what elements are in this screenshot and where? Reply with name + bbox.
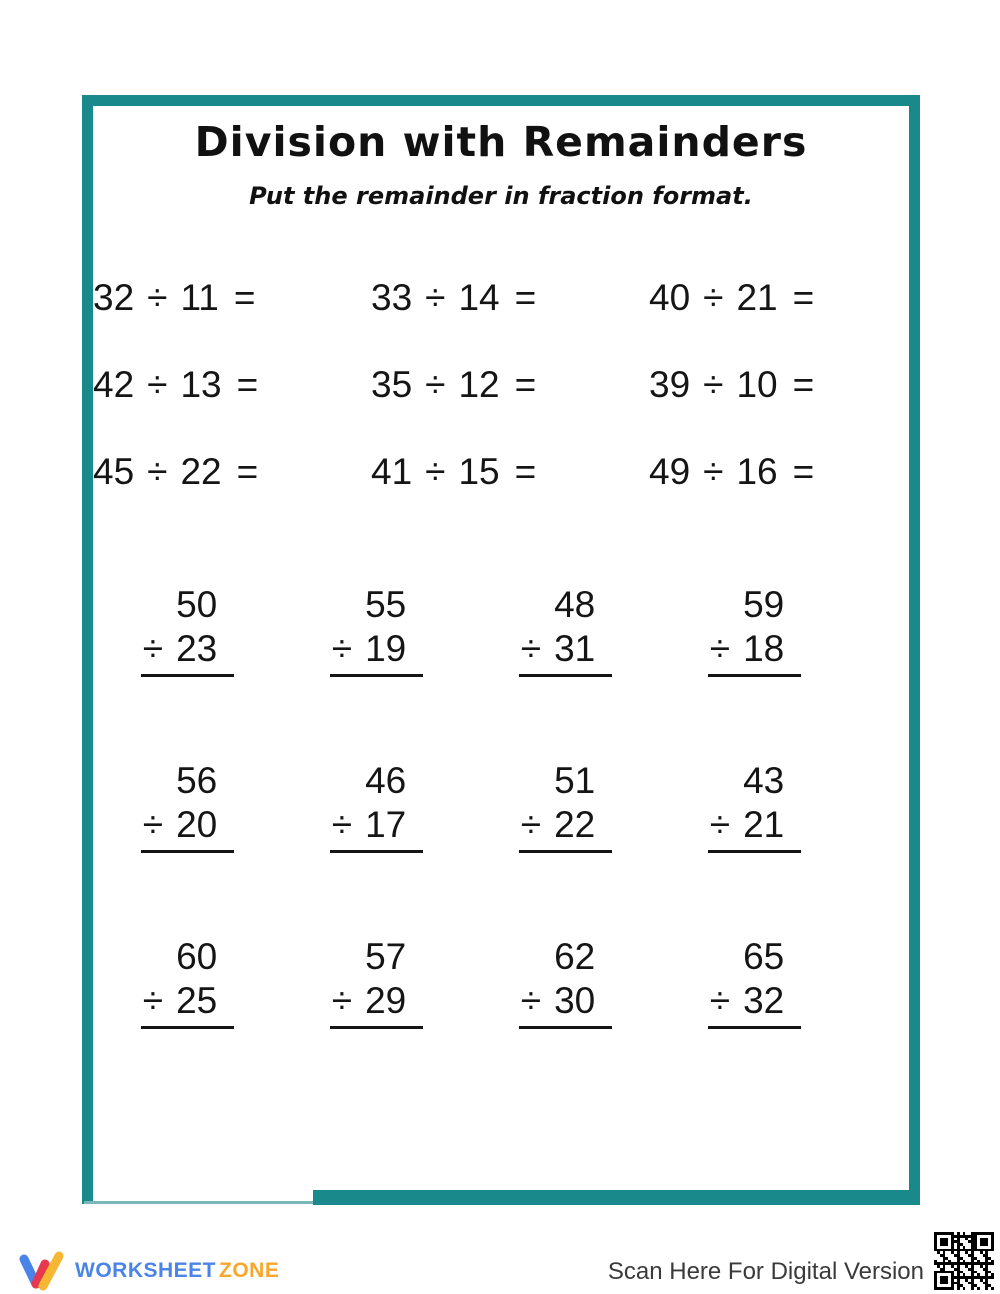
dividend: 32 xyxy=(93,277,135,318)
divisor: 21 xyxy=(743,804,785,845)
division-problem-horizontal xyxy=(371,276,649,320)
division-problem-vertical xyxy=(519,583,612,677)
frame-bottom-thin-line xyxy=(84,1201,315,1204)
dividend: 43 xyxy=(743,760,785,801)
dividend: 55 xyxy=(365,584,407,625)
dividend: 45 xyxy=(93,451,135,492)
divisor: 30 xyxy=(554,980,596,1021)
dividend: 41 xyxy=(371,451,413,492)
dividend: 57 xyxy=(365,936,407,977)
divisor-row xyxy=(519,627,612,677)
divisor-row xyxy=(330,803,423,853)
divide-sign: ÷ xyxy=(425,451,446,492)
divide-sign: ÷ xyxy=(147,364,168,405)
worksheet-subtitle: Put the remainder in fraction format. xyxy=(249,182,753,210)
divisor: 13 xyxy=(180,364,222,405)
divisor-row xyxy=(330,627,423,677)
dividend: 51 xyxy=(554,760,596,801)
equals-sign: = xyxy=(792,364,815,405)
divisor-row xyxy=(708,803,801,853)
equals-sign: = xyxy=(792,451,815,492)
equals-sign: = xyxy=(514,364,537,405)
divide-sign: ÷ xyxy=(709,980,731,1021)
frame-bottom-thick-bar xyxy=(313,1190,920,1205)
divide-sign: ÷ xyxy=(142,980,164,1021)
divide-sign: ÷ xyxy=(425,364,446,405)
scan-here-label: Scan Here For Digital Version xyxy=(607,1258,924,1285)
divisor: 21 xyxy=(736,277,778,318)
equals-sign: = xyxy=(233,277,256,318)
brand-word-worksheet: WORKSHEET xyxy=(75,1259,216,1282)
footer-scan-area xyxy=(608,1230,996,1292)
division-problem-horizontal xyxy=(649,276,909,320)
division-problem-horizontal xyxy=(649,363,909,407)
divisor: 15 xyxy=(458,451,500,492)
divide-sign: ÷ xyxy=(425,277,446,318)
dividend: 65 xyxy=(743,936,785,977)
divisor-row xyxy=(330,979,423,1029)
divisor-row xyxy=(708,627,801,677)
dividend: 40 xyxy=(649,277,691,318)
divisor: 22 xyxy=(180,451,222,492)
divisor: 22 xyxy=(554,804,596,845)
dividend: 56 xyxy=(176,760,218,801)
divisor: 10 xyxy=(736,364,778,405)
divisor: 16 xyxy=(736,451,778,492)
vertical-problems-grid xyxy=(93,583,849,1029)
divide-sign: ÷ xyxy=(331,980,353,1021)
brand-text xyxy=(75,1259,279,1283)
divisor: 32 xyxy=(743,980,785,1021)
division-problem-vertical xyxy=(708,583,801,677)
dividend: 59 xyxy=(743,584,785,625)
divide-sign: ÷ xyxy=(520,628,542,669)
division-problem-horizontal xyxy=(371,450,649,494)
divide-sign: ÷ xyxy=(147,451,168,492)
dividend: 42 xyxy=(93,364,135,405)
divisor: 17 xyxy=(365,804,407,845)
divisor: 11 xyxy=(180,277,219,318)
division-problem-horizontal xyxy=(93,363,371,407)
divisor: 20 xyxy=(176,804,218,845)
division-problem-vertical xyxy=(330,935,423,1029)
dividend: 35 xyxy=(371,364,413,405)
dividend: 33 xyxy=(371,277,413,318)
divide-sign: ÷ xyxy=(520,804,542,845)
brand-word-zone: ZONE xyxy=(219,1259,280,1282)
divisor-row xyxy=(708,979,801,1029)
dividend: 50 xyxy=(176,584,218,625)
division-problem-horizontal xyxy=(93,450,371,494)
divisor-row xyxy=(519,803,612,853)
division-problem-vertical xyxy=(330,759,423,853)
equals-sign: = xyxy=(792,277,815,318)
equals-sign: = xyxy=(514,451,537,492)
division-problem-vertical xyxy=(708,759,801,853)
divisor: 18 xyxy=(743,628,785,669)
divisor: 14 xyxy=(458,277,500,318)
divisor-row xyxy=(141,979,234,1029)
divisor: 25 xyxy=(176,980,218,1021)
qr-code xyxy=(932,1230,996,1292)
equals-sign: = xyxy=(236,451,259,492)
dividend: 48 xyxy=(554,584,596,625)
dividend: 60 xyxy=(176,936,218,977)
dividend: 39 xyxy=(649,364,691,405)
divisor: 23 xyxy=(176,628,218,669)
division-problem-vertical xyxy=(330,583,423,677)
divide-sign: ÷ xyxy=(142,804,164,845)
division-problem-vertical xyxy=(519,935,612,1029)
worksheetzone-logo[interactable] xyxy=(18,1250,279,1292)
divisor-row xyxy=(141,803,234,853)
division-problem-vertical xyxy=(708,935,801,1029)
division-problem-horizontal xyxy=(93,276,371,320)
divide-sign: ÷ xyxy=(520,980,542,1021)
division-problem-horizontal xyxy=(371,363,649,407)
divisor: 29 xyxy=(365,980,407,1021)
division-problem-vertical xyxy=(141,583,234,677)
division-problem-horizontal xyxy=(649,450,909,494)
worksheet-frame xyxy=(82,95,920,1204)
division-problem-vertical xyxy=(141,759,234,853)
equals-sign: = xyxy=(236,364,259,405)
worksheet-title: Division with Remainders xyxy=(194,118,808,166)
horizontal-problems-grid xyxy=(93,276,909,494)
equals-sign: = xyxy=(514,277,537,318)
divide-sign: ÷ xyxy=(331,628,353,669)
dividend: 46 xyxy=(365,760,407,801)
divide-sign: ÷ xyxy=(709,628,731,669)
divisor: 12 xyxy=(458,364,500,405)
dividend: 62 xyxy=(554,936,596,977)
division-problem-vertical xyxy=(519,759,612,853)
divide-sign: ÷ xyxy=(703,277,724,318)
divide-sign: ÷ xyxy=(709,804,731,845)
dividend: 49 xyxy=(649,451,691,492)
divide-sign: ÷ xyxy=(142,628,164,669)
divisor-row xyxy=(519,979,612,1029)
worksheetzone-w-icon xyxy=(18,1250,66,1292)
division-problem-vertical xyxy=(141,935,234,1029)
divisor: 19 xyxy=(365,628,407,669)
divide-sign: ÷ xyxy=(147,277,168,318)
divisor: 31 xyxy=(554,628,596,669)
divisor-row xyxy=(141,627,234,677)
divide-sign: ÷ xyxy=(703,451,724,492)
divide-sign: ÷ xyxy=(331,804,353,845)
divide-sign: ÷ xyxy=(703,364,724,405)
